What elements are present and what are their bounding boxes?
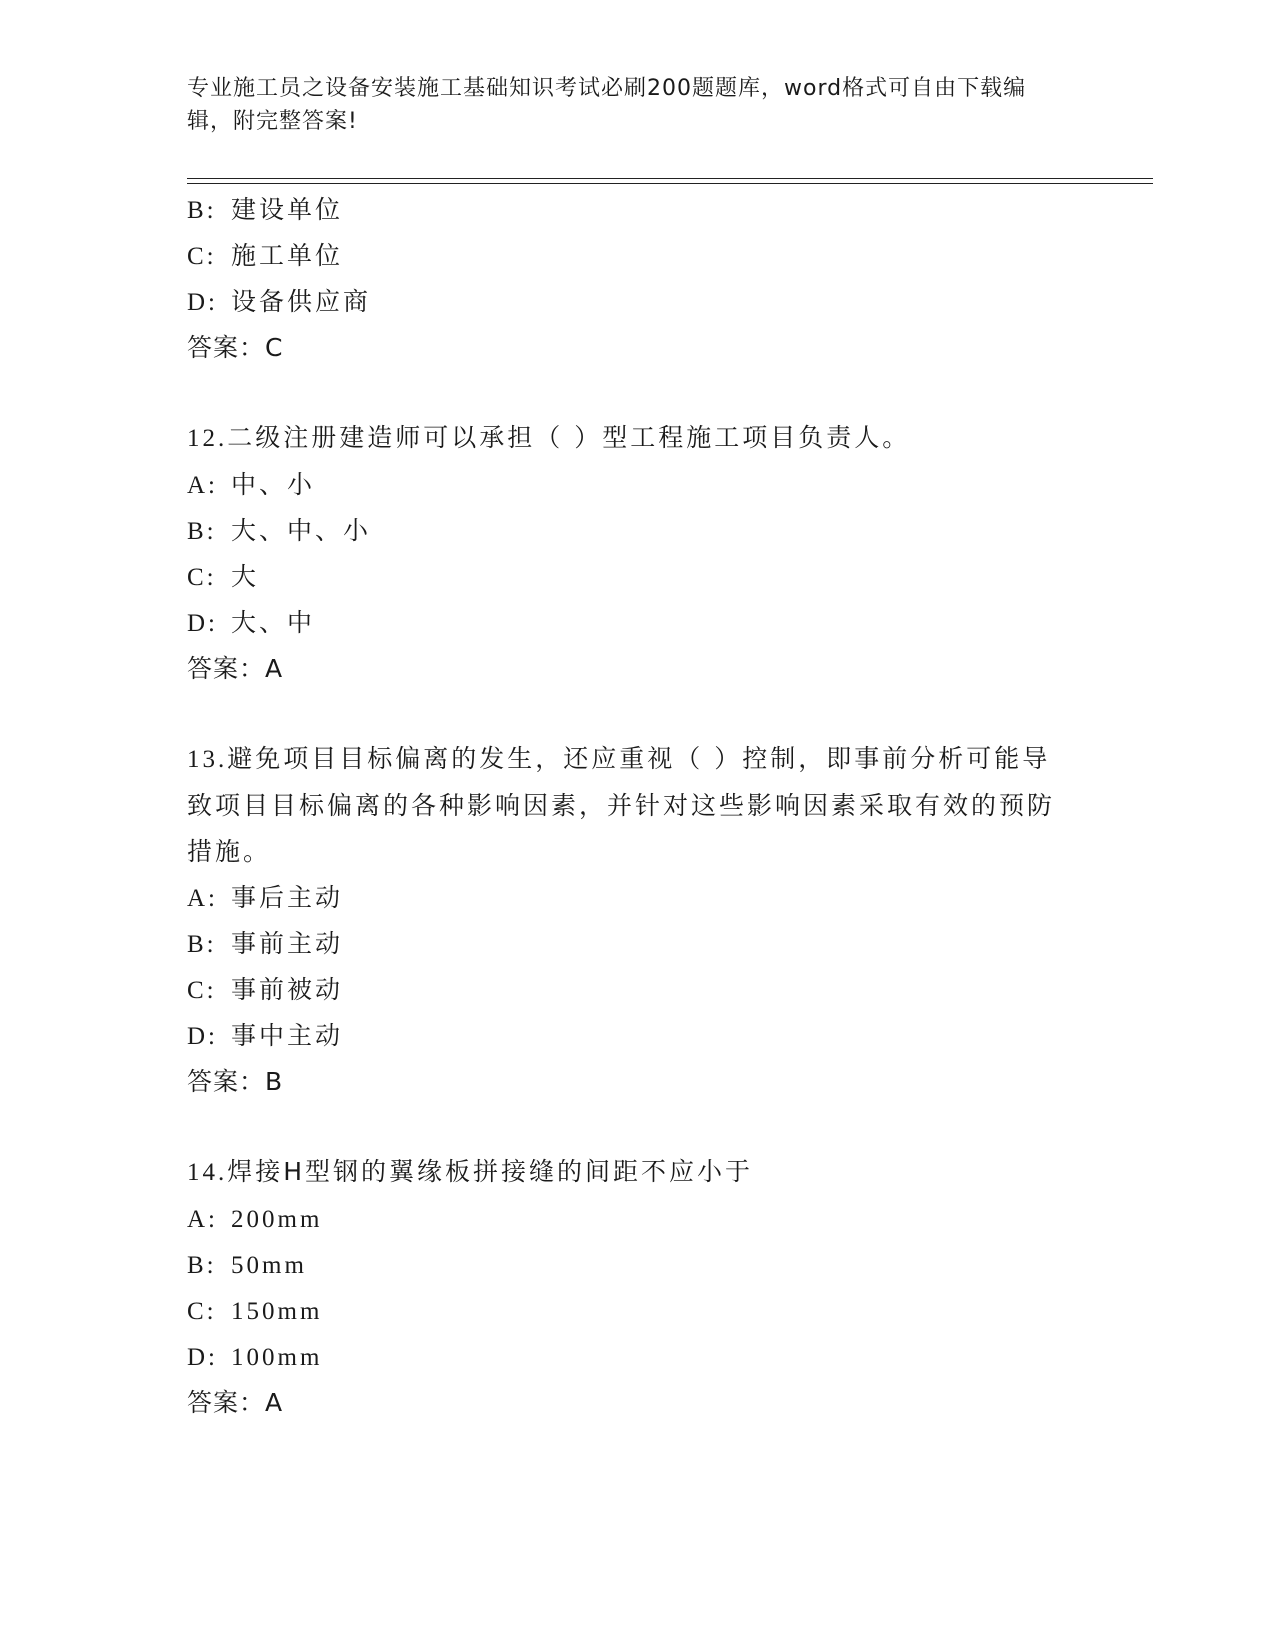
option-a [187, 875, 1067, 921]
question-14 [187, 1149, 1067, 1426]
question-stem [187, 736, 1067, 875]
option-label: C: [187, 564, 217, 591]
option-text: 大、中 [231, 608, 316, 637]
option-label: B: [187, 197, 217, 224]
option-label: D: [187, 1023, 218, 1050]
option-text: 设备供应商 [231, 287, 372, 316]
option-text: 事中主动 [231, 1021, 344, 1050]
option-d [187, 600, 1067, 646]
option-a [187, 1196, 1067, 1242]
option-label: A: [187, 1206, 218, 1233]
question-stem [187, 415, 1067, 462]
option-text: 事前主动 [231, 929, 344, 958]
option-c [187, 233, 1067, 279]
answer: 答案：B [187, 1067, 284, 1096]
question-text: 焊接H型钢的翼缘板拼接缝的间距不应小于 [227, 1157, 754, 1186]
option-label: D: [187, 610, 218, 637]
option-label: C: [187, 977, 217, 1004]
option-label: A: [187, 472, 218, 499]
question-number: 13. [187, 746, 228, 773]
option-label: B: [187, 518, 217, 545]
question-number: 14. [187, 1159, 228, 1186]
answer: 答案：A [187, 654, 284, 683]
question-stem [187, 1149, 1067, 1196]
spacer [187, 371, 1067, 415]
question-text: 二级注册建造师可以承担（ ）型工程施工项目负责人。 [227, 423, 911, 452]
question-12 [187, 415, 1067, 692]
spacer [187, 1105, 1067, 1149]
option-b [187, 508, 1067, 554]
option-text: 事前被动 [231, 975, 344, 1004]
option-c [187, 554, 1067, 600]
option-b [187, 187, 1067, 233]
option-text: 大、中、小 [231, 516, 372, 545]
option-label: C: [187, 243, 217, 270]
answer: 答案：C [187, 333, 284, 362]
option-text: 建设单位 [231, 195, 344, 224]
question-text: 避免项目目标偏离的发生，还应重视（ ）控制，即事前分析可能导致项目目标偏离的各种影响因素，并针对这些影响因素采取有效的预防措施。 [187, 744, 1056, 866]
option-label: C: [187, 1298, 217, 1325]
document-header: 专业施工员之设备安装施工基础知识考试必刷200题题库，word格式可自由下载编辑，附完整答案! [187, 76, 1027, 134]
answer: 答案：A [187, 1388, 284, 1417]
option-text: 50mm [231, 1252, 307, 1279]
option-d [187, 1334, 1067, 1380]
option-text: 200mm [231, 1206, 323, 1233]
header-divider-bottom [187, 183, 1153, 184]
option-c [187, 967, 1067, 1013]
option-d [187, 1013, 1067, 1059]
option-text: 150mm [231, 1298, 323, 1325]
option-text: 100mm [231, 1344, 323, 1371]
question-13 [187, 736, 1067, 1105]
option-label: B: [187, 931, 217, 958]
question-11-tail [187, 187, 1067, 371]
option-label: D: [187, 289, 218, 316]
option-text: 大 [231, 562, 260, 591]
option-label: B: [187, 1252, 217, 1279]
header-divider-top [187, 178, 1153, 179]
option-c [187, 1288, 1067, 1334]
option-b [187, 1242, 1067, 1288]
option-text: 事后主动 [231, 883, 344, 912]
option-b [187, 921, 1067, 967]
option-text: 施工单位 [231, 241, 344, 270]
option-label: D: [187, 1344, 218, 1371]
question-number: 12. [187, 425, 228, 452]
question-list [187, 187, 1067, 1426]
option-label: A: [187, 885, 218, 912]
spacer [187, 692, 1067, 736]
option-text: 中、小 [231, 470, 316, 499]
option-a [187, 462, 1067, 508]
option-d [187, 279, 1067, 325]
